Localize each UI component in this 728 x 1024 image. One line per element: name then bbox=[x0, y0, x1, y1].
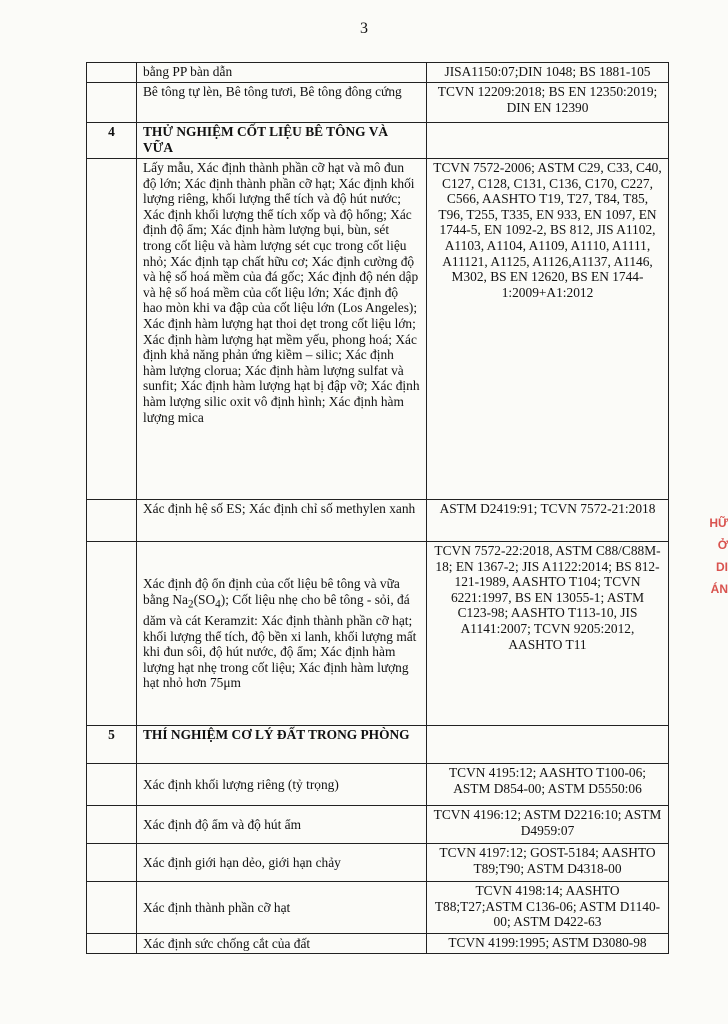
test-name-cell bbox=[137, 542, 427, 726]
section-number: 4 bbox=[87, 123, 137, 159]
standard-cell: JISA1150:07;DIN 1048; BS 1881-105 bbox=[427, 63, 669, 83]
table-row bbox=[87, 63, 669, 83]
test-name-cell: bằng PP bàn dẫn bbox=[137, 63, 427, 83]
test-name-cell: Xác định hệ số ES; Xác định chỉ số methylen xanh bbox=[137, 500, 427, 542]
table-row bbox=[87, 542, 669, 726]
standard-cell: TCVN 4197:12; GOST-5184; AASHTO T89;T90; ASTM D4318-00 bbox=[427, 844, 669, 882]
standard-cell: TCVN 4198:14; AASHTO T88;T27;ASTM C136-06; ASTM D1140-00; ASTM D422-63 bbox=[427, 882, 669, 934]
standard-cell: TCVN 12209:2018; BS EN 12350:2019; DIN EN 12390 bbox=[427, 83, 669, 123]
standards-table bbox=[86, 62, 669, 954]
name-text: ); Cốt liệu nhẹ cho bê tông - sỏi, đá dăm và cát Keramzit: Xác định thành phần cỡ hạt; khối lượng thể tích, độ bền xi lanh, khối lượng mất khi đun sôi, độ hút nước, độ ẩm; Xác định hàm lượng hạt nhẹ trong cốt liệu; Xác định hàm lượng hạt nhỏ hơn 75μm bbox=[143, 591, 417, 691]
row-number-cell bbox=[87, 500, 137, 542]
row-number-cell bbox=[87, 844, 137, 882]
row-number-cell bbox=[87, 159, 137, 500]
test-name-cell: Xác định khối lượng riêng (tỷ trọng) bbox=[137, 764, 427, 806]
section-title: THÍ NGHIỆM CƠ LÝ ĐẤT TRONG PHÒNG bbox=[137, 726, 427, 764]
table-row bbox=[87, 764, 669, 806]
test-name-cell: Lấy mẫu, Xác định thành phần cỡ hạt và mô đun độ lớn; Xác định thành phần cỡ hạt; Xác định khối lượng riêng, khối lượng thể tích và độ hút nước; Xác định khối lượng thể tích xốp và độ hổng; Xác định độ ẩm; Xác định hàm lượng bụi, bùn, sét trong cốt liệu và hàm lượng sét cục trong cốt liệu nhỏ; Xác định tạp chất hữu cơ; Xác định cường độ và hệ số hoá mềm của đá gốc; Xác định độ nén dập và hệ số hoá mềm của cốt liệu lớn; Xác định độ hao mòn khi va đập của cốt liệu lớn (Los Angeles); Xác định hàm lượng hạt thoi dẹt trong cốt liệu lớn; Xác định hàm lượng hạt mềm yếu, phong hoá; Xác định khả năng phản ứng kiềm – silic; Xác định hàm lượng clorua; Xác định hàm lượng sulfat và sunfit; Xác định hàm lượng hạt bị đập vỡ; Xác định hàm lượng silic oxit vô định hình; Xác định hàm lượng mica bbox=[137, 159, 427, 500]
standard-cell: TCVN 4199:1995; ASTM D3080-98 bbox=[427, 934, 669, 954]
subscript: 2 bbox=[188, 598, 194, 611]
section-title: THỬ NGHIỆM CỐT LIỆU BÊ TÔNG VÀ VỮA bbox=[137, 123, 427, 159]
stamp-text: DI bbox=[716, 560, 728, 574]
row-number-cell bbox=[87, 882, 137, 934]
test-name-cell: Xác định giới hạn dẻo, giới hạn chảy bbox=[137, 844, 427, 882]
row-number-cell bbox=[87, 934, 137, 954]
test-name-cell: Xác định độ ẩm và độ hút ẩm bbox=[137, 806, 427, 844]
row-number-cell bbox=[87, 806, 137, 844]
section-header-row bbox=[87, 726, 669, 764]
table-row bbox=[87, 934, 669, 954]
standard-cell: ASTM D2419:91; TCVN 7572-21:2018 bbox=[427, 500, 669, 542]
row-number-cell bbox=[87, 764, 137, 806]
section-header-row bbox=[87, 123, 669, 159]
standard-cell: TCVN 4195:12; AASHTO T100-06; ASTM D854-00; ASTM D5550:06 bbox=[427, 764, 669, 806]
table-row bbox=[87, 159, 669, 500]
table-row bbox=[87, 806, 669, 844]
standard-cell: TCVN 4196:12; ASTM D2216:10; ASTM D4959:07 bbox=[427, 806, 669, 844]
standard-cell: TCVN 7572-22:2018, ASTM C88/C88M-18; EN 1367-2; JIS A1122:2014; BS 812-121-1989, AASHTO T104; TCVN 6221:1997, BS EN 13055-1; ASTM C123-98; AASHTO T113-10, JIS A1141:2007; TCVN 9205:2012, AASHTO T11 bbox=[427, 542, 669, 726]
row-number-cell bbox=[87, 542, 137, 726]
standard-cell bbox=[427, 726, 669, 764]
row-number-cell bbox=[87, 63, 137, 83]
page-number: 3 bbox=[360, 20, 368, 37]
table-row bbox=[87, 882, 669, 934]
standard-cell: TCVN 7572-2006; ASTM C29, C33, C40, C127, C128, C131, C136, C170, C227, C566, AASHTO T19, T27, T84, T85, T96, T255, T335, EN 933, EN 1097, EN 1744-5, EN 1092-2, BS 812, JIS A1102, A1103, A1104, A1109, A1110, A1111, A11121, A1125, A1126,A1137, A1146, M302, BS EN 12620, BS EN 1744-1:2009+A1:2012 bbox=[427, 159, 669, 500]
subscript: 4 bbox=[215, 598, 221, 611]
stamp-text: Ở bbox=[717, 538, 728, 552]
section-number: 5 bbox=[87, 726, 137, 764]
stamp-text: HỮ bbox=[709, 516, 728, 530]
standard-cell bbox=[427, 123, 669, 159]
test-name-cell: Xác định sức chống cắt của đất bbox=[137, 934, 427, 954]
table-row bbox=[87, 844, 669, 882]
test-name-cell: Bê tông tự lèn, Bê tông tươi, Bê tông đông cứng bbox=[137, 83, 427, 123]
stamp-text: ÁN bbox=[710, 582, 728, 596]
row-number-cell bbox=[87, 83, 137, 123]
test-name-cell: Xác định thành phần cỡ hạt bbox=[137, 882, 427, 934]
stamp-fragment bbox=[708, 512, 728, 602]
table-row bbox=[87, 83, 669, 123]
table-row bbox=[87, 500, 669, 542]
name-text: Xác định độ ổn định của cốt liệu bê tông và vữa bằng Na bbox=[143, 576, 400, 607]
name-text: (SO bbox=[193, 591, 216, 607]
